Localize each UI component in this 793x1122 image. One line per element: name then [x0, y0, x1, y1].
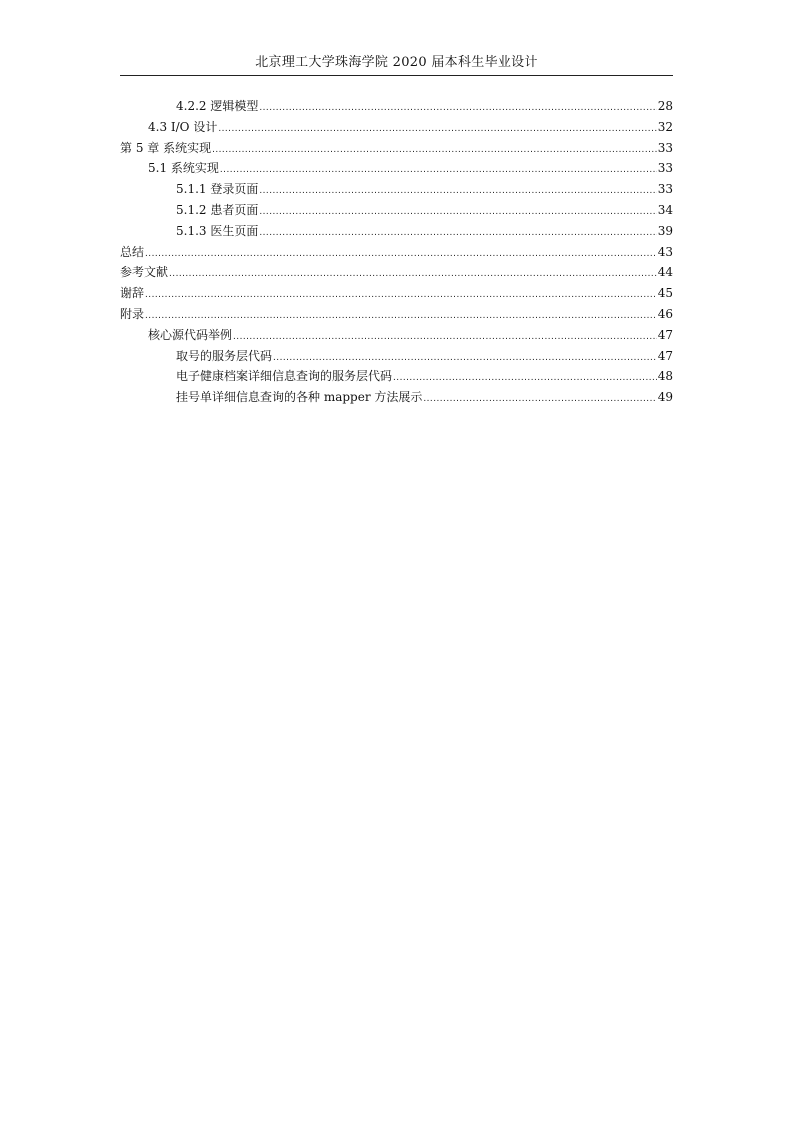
toc-leader-dots — [423, 389, 656, 410]
toc-entry-chapter-5[interactable] — [120, 138, 673, 159]
toc-entry-page: 45 — [657, 286, 673, 301]
toc-entry-5-1[interactable] — [120, 158, 673, 179]
toc-entry-title: 电子健康档案详细信息查询的服务层代码 — [176, 369, 393, 384]
toc-entry-queue-service-code[interactable] — [120, 346, 673, 367]
toc-entry-page: 39 — [657, 223, 673, 238]
toc-leader-dots — [259, 223, 656, 244]
toc-entry-page: 28 — [657, 99, 673, 113]
toc-leader-dots — [259, 202, 656, 223]
toc-entry-5-1-3[interactable] — [120, 221, 673, 242]
toc-entry-page: 34 — [657, 202, 673, 217]
page-header — [120, 54, 673, 72]
toc-entry-page: 33 — [657, 161, 673, 176]
toc-entry-page: 47 — [657, 327, 673, 342]
toc-leader-dots — [233, 327, 657, 348]
header-title: 北京理工大学珠海学院 2020 届本科生毕业设计 — [255, 55, 538, 70]
toc-entry-title: 挂号单详细信息查询的各种 mapper 方法展示 — [176, 390, 423, 405]
toc-entry-page: 44 — [657, 265, 673, 280]
toc-leader-dots — [169, 264, 657, 285]
toc-entry-5-1-1[interactable] — [120, 179, 673, 200]
toc-leader-dots — [145, 285, 657, 306]
toc-leader-dots — [145, 306, 657, 327]
toc-entry-title: 谢辞 — [120, 286, 145, 301]
toc-leader-dots — [220, 160, 657, 181]
toc-entry-4-3[interactable] — [120, 117, 673, 138]
toc-entry-4-2-2[interactable] — [120, 96, 673, 117]
toc-entry-appendix[interactable] — [120, 304, 673, 325]
toc-entry-health-record-service-code[interactable] — [120, 366, 673, 387]
toc-entry-title: 5.1.3 医生页面 — [176, 223, 259, 238]
toc-entry-page: 48 — [657, 369, 673, 384]
toc-leader-dots — [393, 368, 657, 389]
toc-entry-references[interactable] — [120, 262, 673, 283]
header-divider — [120, 75, 673, 76]
toc-entry-title: 5.1 系统实现 — [148, 161, 219, 176]
toc-leader-dots — [259, 181, 656, 202]
toc-entry-page: 33 — [657, 182, 673, 197]
table-of-contents — [120, 96, 673, 408]
toc-entry-page: 33 — [657, 140, 673, 155]
toc-entry-title: 附录 — [120, 306, 145, 321]
toc-entry-title: 5.1.1 登录页面 — [176, 182, 259, 197]
toc-entry-5-1-2[interactable] — [120, 200, 673, 221]
toc-entry-title: 核心源代码举例 — [148, 327, 233, 342]
toc-leader-dots — [212, 140, 657, 161]
toc-entry-title: 4.2.2 逻辑模型 — [176, 99, 259, 113]
toc-entry-title: 参考文献 — [120, 265, 169, 280]
toc-entry-page: 43 — [657, 244, 673, 259]
toc-leader-dots — [259, 98, 656, 119]
toc-entry-page: 46 — [657, 306, 673, 321]
toc-entry-page: 32 — [657, 119, 673, 134]
toc-leader-dots — [273, 348, 657, 369]
toc-leader-dots — [218, 119, 656, 140]
toc-entry-page: 49 — [657, 390, 673, 405]
toc-entry-title: 取号的服务层代码 — [176, 348, 273, 363]
toc-entry-title: 5.1.2 患者页面 — [176, 202, 259, 217]
toc-entry-title: 4.3 I/O 设计 — [148, 119, 218, 134]
toc-entry-title: 第 5 章 系统实现 — [120, 140, 212, 155]
toc-entry-core-source-code[interactable] — [120, 325, 673, 346]
toc-entry-registration-mapper-methods[interactable] — [120, 387, 673, 408]
toc-leader-dots — [145, 244, 657, 265]
toc-entry-acknowledgements[interactable] — [120, 283, 673, 304]
toc-entry-summary[interactable] — [120, 242, 673, 263]
toc-entry-page: 47 — [657, 348, 673, 363]
toc-entry-title: 总结 — [120, 244, 145, 259]
